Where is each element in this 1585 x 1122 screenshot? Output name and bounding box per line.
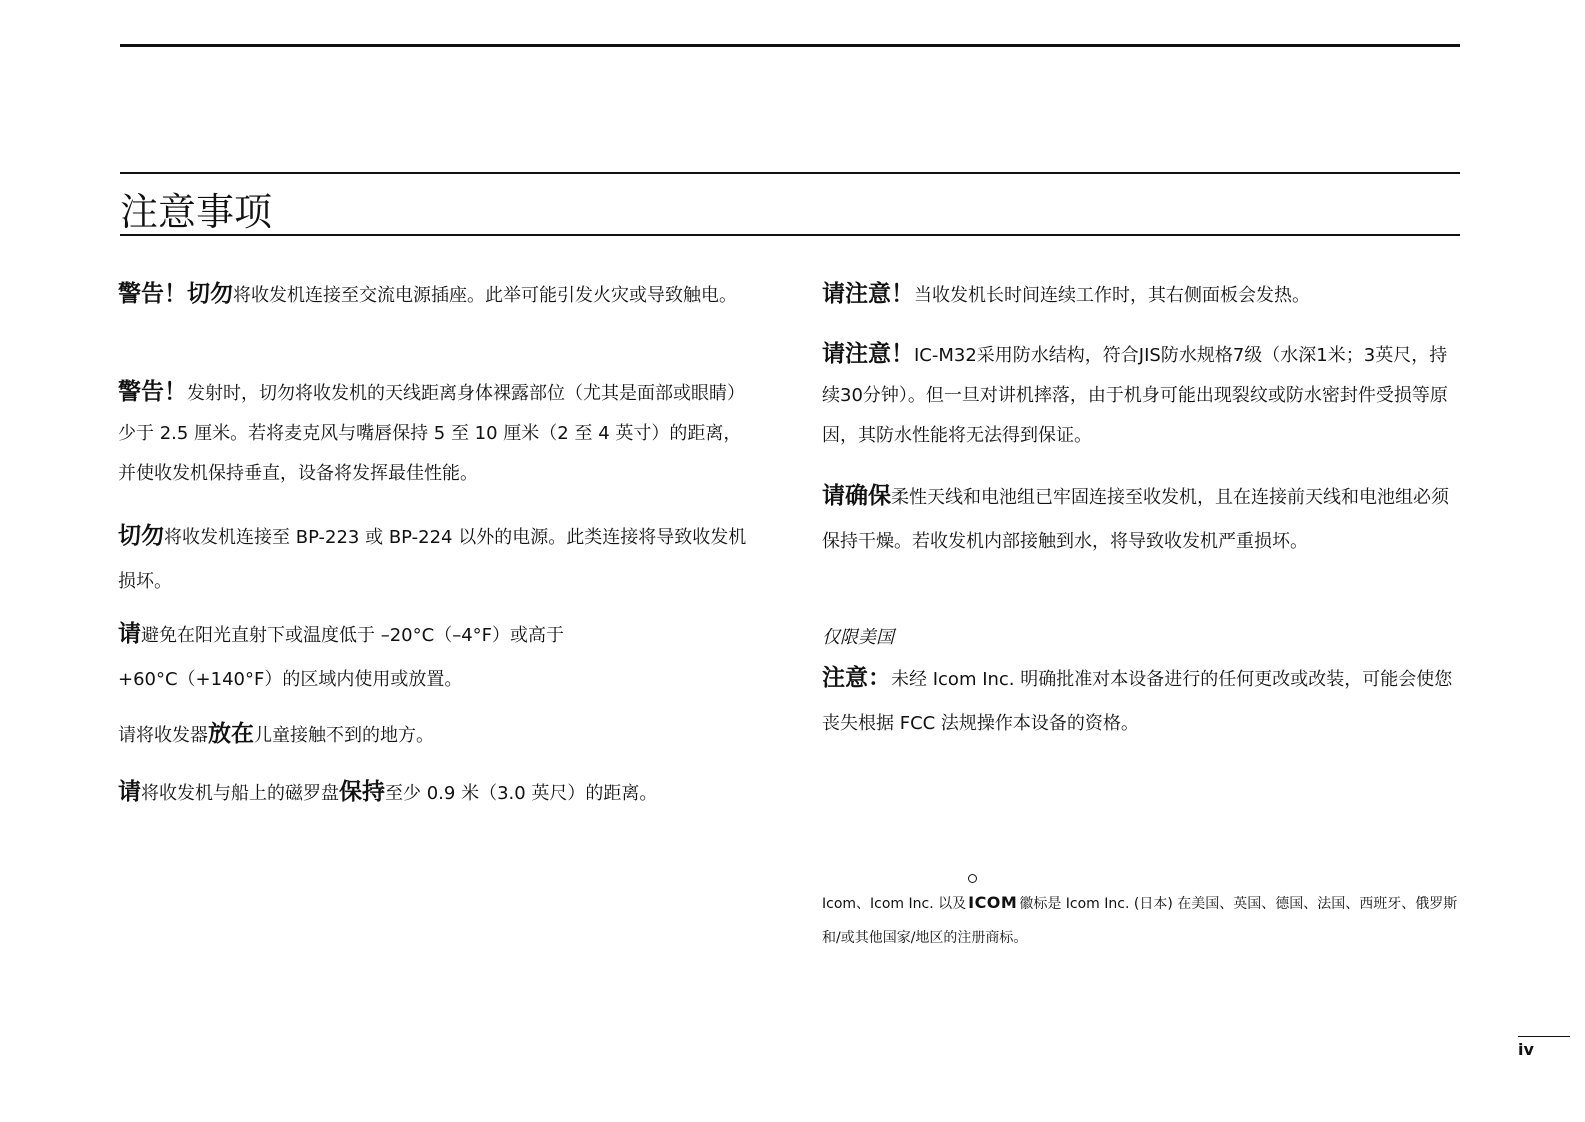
fcc-text: 未经 Icom Inc. 明确批准对本设备进行的任何更改或改装，可能会使您丧失根据 FCC 法规操作本设备的资格。 [822,669,1453,734]
ensure-antenna-battery [822,474,1460,564]
header-rule [120,44,1460,47]
please-keyword: 请 [118,621,141,647]
caution-text: IC-M32采用防水结构，符合JIS防水规格7级（水深1米；3英尺，持续30分钟）。但一旦对讲机摔落，由于机身可能出现裂纹或防水密封件受损等原因，其防水性能将无法得到保证。 [822,345,1448,446]
caution-waterproof [822,334,1460,456]
usa-only-label: 仅限美国 [822,627,894,648]
warning-ac-outlet [118,272,756,318]
warning-text: 将收发机连接至交流电源插座。此举可能引发火灾或导致触电。 [233,285,737,306]
avoid-text-line1: 避免在阳光直射下或温度低于 –20°C（–4°F）或高于 [141,625,564,646]
never-keyword: 切勿 [187,281,233,307]
ensure-keyword: 请确保 [822,483,891,509]
caution-keyword: 请注意！ [822,341,914,367]
caution-text: 当收发机长时间连续工作时，其右侧面板会发热。 [914,285,1310,306]
never-text: 将收发机连接至 BP-223 或 BP-224 以外的电源。此类连接将导致收发机损坏。 [118,527,747,592]
fcc-notice [822,656,1460,746]
page-number: iv [1518,1040,1534,1059]
notice-keyword: 注意： [822,665,891,691]
caution-keyword: 请注意！ [822,281,914,307]
place-keyword: 放在 [208,721,254,747]
icom-logo-text: ICOM [968,893,1018,912]
avoid-text-line2: +60°C（+140°F）的区域内使用或放置。 [118,669,463,690]
warning-text: 发射时，切勿将收发机的天线距离身体裸露部位（尤其是面部或眼睛）少于 2.5 厘米。若将麦克风与嘴唇保持 5 至 10 厘米（2 至 4 英寸）的距离，并使收发机保持垂直，设备将发挥最佳性能。 [118,383,745,484]
keep-keyword: 保持 [339,779,385,805]
caution-heat [822,272,1460,318]
trademark-text-pre: Icom、Icom Inc. 以及 [822,896,967,912]
trademark-notice [822,886,1460,955]
trademark-text-post: 徽标是 Icom Inc. (日本) 在美国、英国、德国、法国、西班牙、俄罗斯和/或其他国家/地区的注册商标。 [822,896,1458,946]
never-power-source [118,514,756,604]
please-keyword: 请 [118,779,141,805]
never-keyword: 切勿 [118,523,164,549]
compass-text-mid: 将收发机与船上的磁罗盘 [141,783,339,804]
warning-antenna-distance [118,372,756,494]
compass-text-post: 至少 0.9 米（3.0 英尺）的距离。 [385,783,658,804]
title-bottom-rule [120,234,1460,236]
page-number-rule [1518,1036,1570,1037]
page-title: 注意事项 [120,190,273,234]
ensure-text: 柔性天线和电池组已牢固连接至收发机，且在连接前天线和电池组必须保持干燥。若收发机内部接触到水，将导致收发机严重损坏。 [822,487,1449,552]
title-top-rule [120,172,1460,174]
children-text-pre: 请将收发器 [118,725,208,746]
warning-keyword: 警告！ [118,281,187,307]
avoid-temperature [118,612,756,702]
warning-keyword: 警告！ [118,379,187,405]
compass-distance [118,770,756,816]
icom-logo [968,886,1017,920]
keep-from-children [118,712,756,758]
children-text-post: 儿童接触不到的地方。 [254,725,434,746]
logo-dot-icon [968,874,977,883]
